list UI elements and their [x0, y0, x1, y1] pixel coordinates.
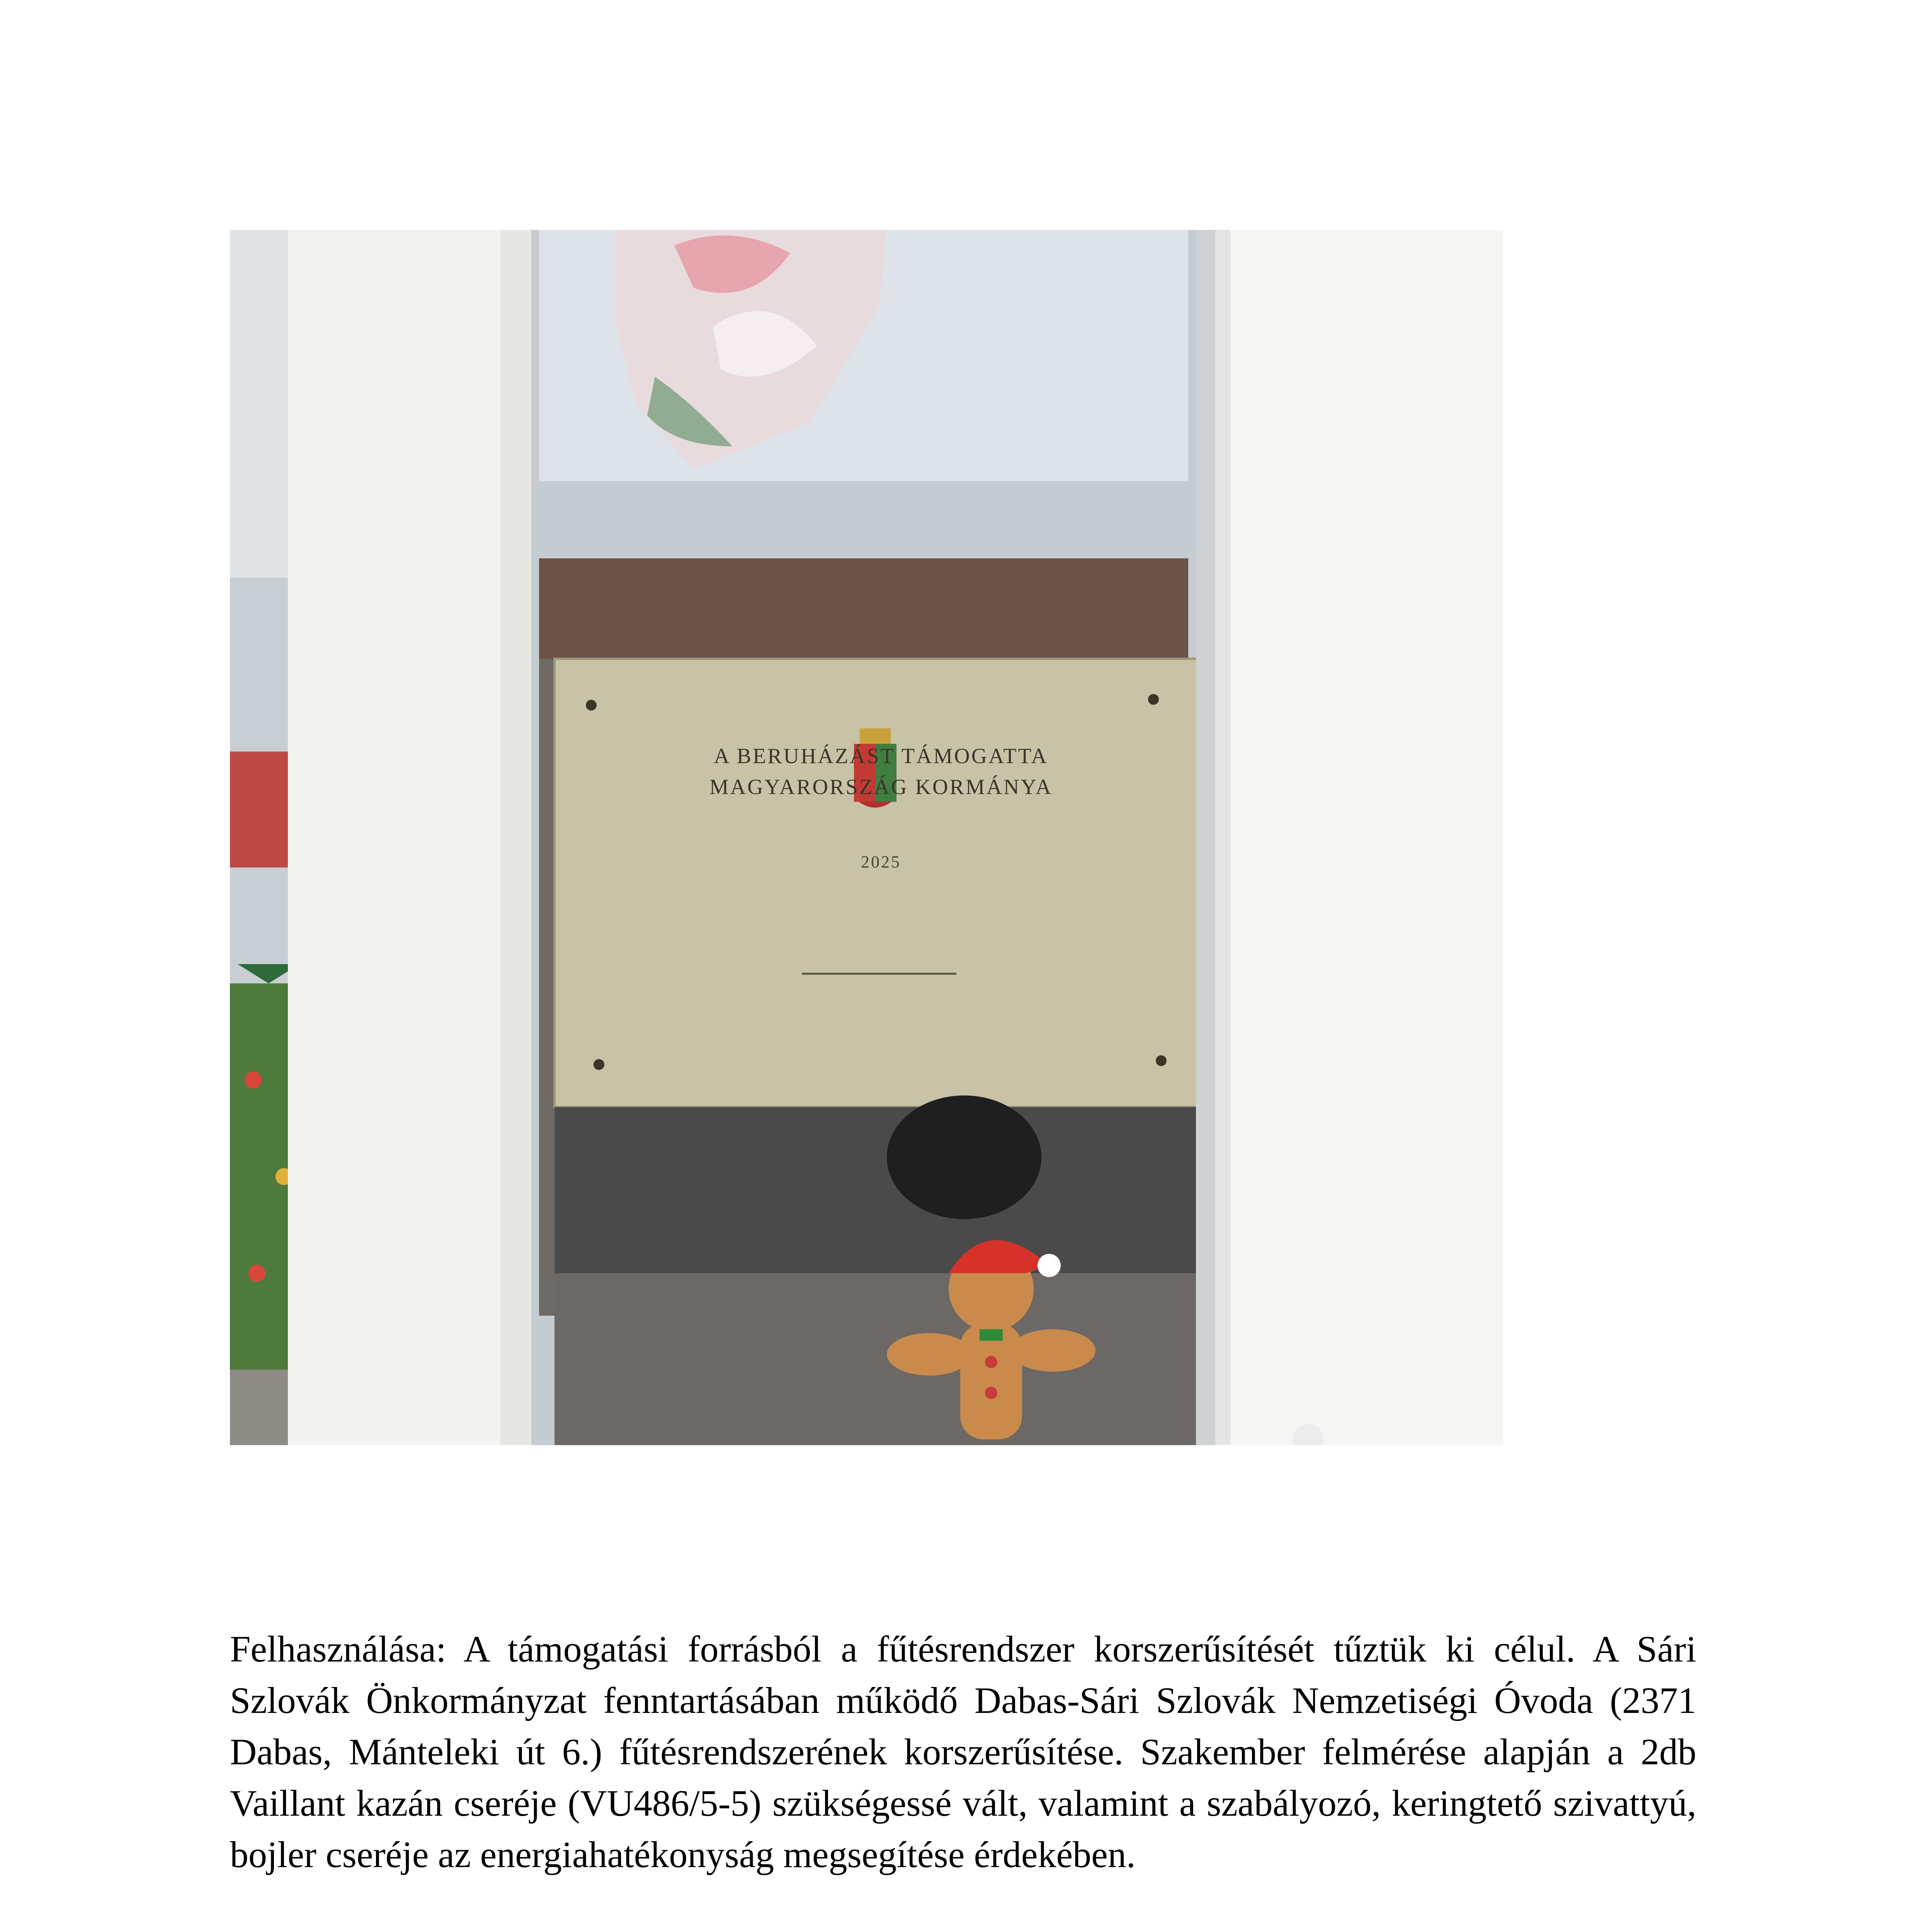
plaque-year: 2025	[861, 852, 901, 871]
body-paragraph: Felhasználása: A támogatási forrásból a fűtésrendszer korszerűsítését tűztük ki célul. A Sári Szlovák Önkormányzat fenntartásában működő Dabas-Sári Szlovák Nemzetiségi Óvoda (2371 Dabas, Mánteleki út 6.) fűtésrendszerének korszerűsítése. Szakember felmérése alapján a 2db Vaillant kazán cseréje (VU486/5-5) szükségessé vált, valamint a szabályozó, keringtető szivattyú, bojler cseréje az energiahatékonyság megsegítése érdekében.	[230, 1628, 1696, 1875]
plaque-line-1: A BERUHÁZÁST TÁMOGATTA	[714, 744, 1048, 768]
plaque-line-2: MAGYARORSZÁG KORMÁNYA	[709, 775, 1053, 799]
door-photo	[230, 230, 1503, 1445]
funding-plaque-text	[555, 659, 1208, 929]
